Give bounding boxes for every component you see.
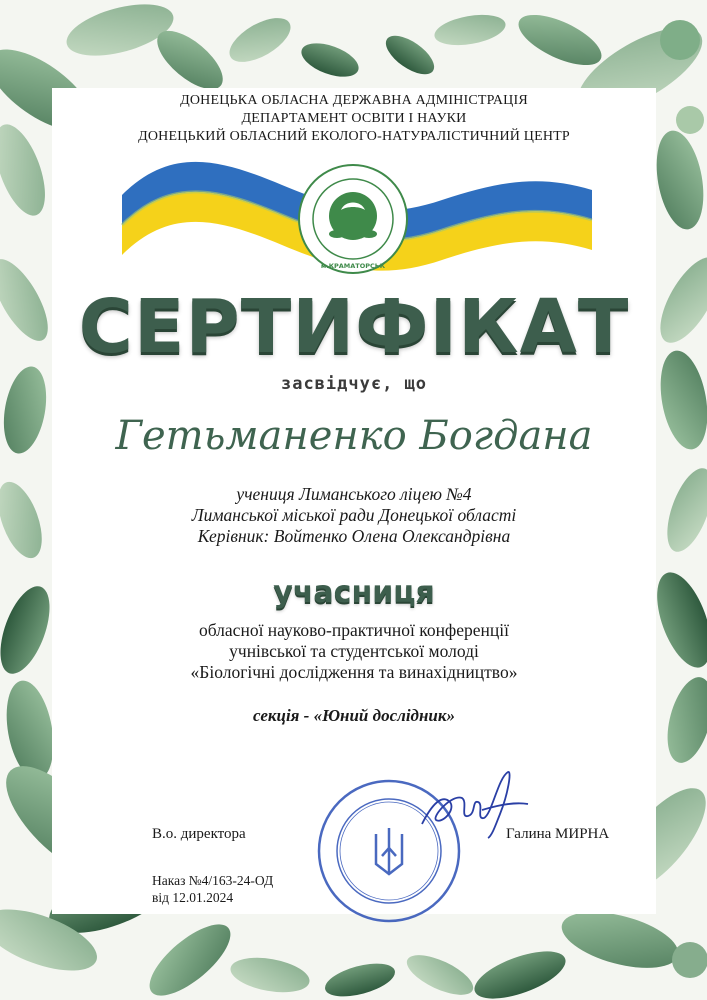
header-line-3: ДОНЕЦЬКИЙ ОБЛАСНИЙ ЕКОЛОГО-НАТУРАЛІСТИЧНИЙ ЦЕНТР: [138, 129, 570, 144]
conference-line-1: обласної науково-практичної конференції: [198, 620, 510, 640]
info-line-2: Лиманської міської ради Донецької області: [191, 505, 517, 525]
info-line-3: Керівник: Войтенко Олена Олександрівна: [197, 526, 511, 546]
certifies-text: засвідчує, що: [280, 374, 428, 394]
recipient-name: Гетьманенко Богдана: [115, 413, 593, 459]
emblem-city: м.КРАМАТОРСЬК: [320, 262, 386, 270]
header-line-2: ДЕПАРТАМЕНТ ОСВІТИ І НАУКИ: [241, 111, 467, 126]
recipient-info: [52, 484, 656, 547]
participant-role: учасниця: [273, 575, 435, 610]
conference-description: [52, 620, 656, 683]
order-number: Наказ №4/163-24-ОД: [152, 873, 274, 888]
conference-line-2: учнівської та студентської молоді: [229, 641, 479, 661]
info-line-1: учениця Лиманського ліцею №4: [236, 484, 472, 504]
conference-line-3: «Біологічні дослідження та винахідництво»: [190, 662, 518, 682]
signatory-name: Галина МИРНА: [506, 826, 610, 842]
order-reference: [152, 872, 273, 906]
header-line-1: ДОНЕЦЬКА ОБЛАСНА ДЕРЖАВНА АДМІНІСТРАЦІЯ: [180, 93, 528, 108]
trident-icon: [376, 828, 402, 874]
eco-center-emblem: [297, 160, 409, 278]
section-name: секція - «Юний дослідник»: [253, 706, 455, 725]
order-date: від 12.01.2024: [152, 890, 234, 905]
signatory-position: В.о. директора: [152, 826, 246, 842]
certificate-title: СЕРТИФІКАТ: [78, 284, 630, 370]
